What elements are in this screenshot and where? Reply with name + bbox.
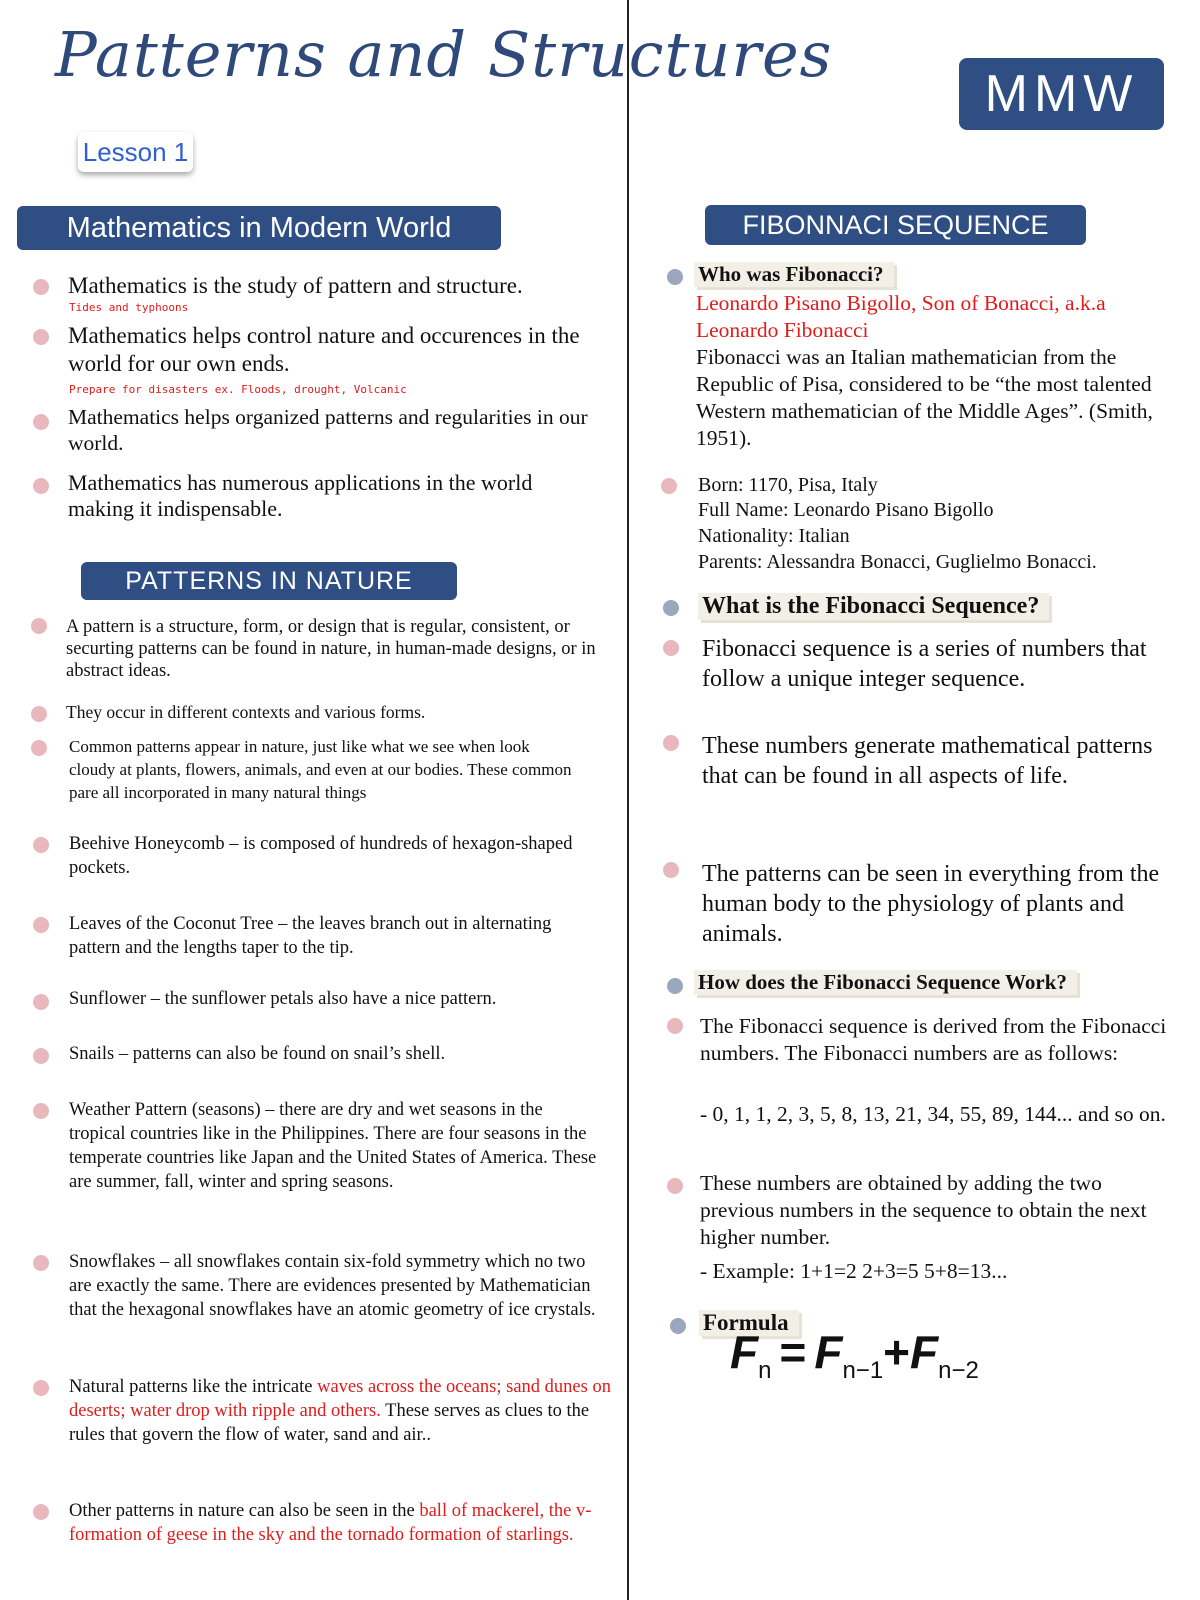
brand-badge: MMW — [959, 58, 1164, 130]
bullet-icon — [667, 1178, 683, 1194]
formula-term1-sub: n−1 — [842, 1357, 884, 1385]
bullet-icon — [33, 1380, 49, 1396]
column-divider — [627, 0, 629, 1600]
bullet-icon — [670, 1318, 686, 1334]
bullet-icon — [33, 917, 49, 933]
formula-term2: F — [910, 1326, 939, 1378]
list-item-other-patterns — [69, 1499, 599, 1547]
list-item: These numbers are obtained by adding the two previous numbers in the sequence to obtain the next higher number. — [700, 1171, 1147, 1249]
fact-full-name: Full Name: Leonardo Pisano Bigollo — [698, 499, 994, 521]
fact-born: Born: 1170, Pisa, Italy — [698, 474, 878, 496]
natural-highlight: waves across the oceans; sand dunes on deserts; water drop with ripple and others. — [69, 1377, 611, 1422]
list-item: Mathematics helps control nature and occurences in the world for our own ends. — [68, 323, 580, 376]
formula-lhs: F — [730, 1326, 759, 1378]
bullet-icon — [33, 1103, 49, 1119]
list-item: Mathematics is the study of pattern and structure. — [68, 273, 523, 298]
natural-text-end: These serves as clues to the rules that govern the flow of water, sand and air.. — [69, 1401, 590, 1446]
answer-description: Fibonacci was an Italian mathematician from the Republic of Pisa, considered to be “the most talented Western mathematician of the Middle Ages”. (Smith, 1951). — [696, 345, 1153, 450]
other-highlight: ball of mackerel, the v-formation of geese in the sky and the tornado formation of starlings. — [69, 1501, 592, 1546]
question-what: What is the Fibonacci Sequence? — [698, 593, 1049, 620]
bullet-icon — [667, 1018, 683, 1034]
bullet-icon — [31, 740, 47, 756]
list-item: The Fibonacci sequence is derived from the Fibonacci numbers. The Fibonacci numbers are as follows: — [700, 1014, 1167, 1065]
fibonacci-formula — [730, 1325, 979, 1385]
formula-equals: = — [779, 1326, 807, 1378]
bullet-icon — [33, 478, 49, 494]
bullet-icon — [31, 618, 47, 634]
list-item: A pattern is a structure, form, or design that is regular, consistent, or securting patterns can be found in nature, in human-made designs, or in abstract ideas. — [66, 617, 596, 682]
section-heading-fibonacci: FIBONNACI SEQUENCE — [705, 205, 1086, 245]
formula-plus: + — [883, 1326, 911, 1378]
list-item: Beehive Honeycomb – is composed of hundreds of hexagon-shaped pockets. — [69, 834, 573, 879]
formula-label: Formula — [699, 1310, 799, 1336]
other-text: Other patterns in nature can also be seen in the — [69, 1501, 420, 1521]
list-item: Sunflower – the sunflower petals also have a nice pattern. — [69, 989, 497, 1009]
bullet-icon — [33, 1255, 49, 1271]
list-item: These numbers generate mathematical patterns that can be found in all aspects of life. — [702, 733, 1153, 789]
bullet-icon — [663, 640, 679, 656]
bullet-icon — [663, 735, 679, 751]
list-item: Weather Pattern (seasons) – there are dry and wet seasons in the tropical countries like in the Philippines. There are four seasons in the temperate countries like Japan and the United States of America. These are summer, fall, winter and spring seasons. — [69, 1100, 597, 1193]
list-item: Leaves of the Coconut Tree – the leaves branch out in alternating pattern and the lengths taper to the tip. — [69, 914, 552, 959]
bullet-icon — [663, 862, 679, 878]
bullet-icon — [33, 837, 49, 853]
page-title: Patterns and Structures — [55, 18, 833, 91]
section-heading-math-modern-world: Mathematics in Modern World — [17, 206, 501, 250]
bullet-icon — [667, 978, 683, 994]
handwritten-note: Prepare for disasters ex. Floods, drought, Volcanic — [69, 383, 407, 396]
bullet-icon — [33, 1048, 49, 1064]
section-heading-patterns-in-nature: PATTERNS IN NATURE — [81, 562, 457, 600]
question-who: Who was Fibonacci? — [694, 262, 894, 287]
bullet-icon — [33, 329, 49, 345]
bullet-icon — [661, 478, 677, 494]
bullet-icon — [663, 600, 679, 616]
list-item: They occur in different contexts and various forms. — [66, 702, 426, 722]
bullet-icon — [33, 414, 49, 430]
list-item: The patterns can be seen in everything from the human body to the physiology of plants and animals. — [702, 861, 1160, 947]
fact-nationality: Nationality: Italian — [698, 525, 850, 547]
fibonacci-numbers: - 0, 1, 1, 2, 3, 5, 8, 13, 21, 34, 55, 89, 144... and so on. — [700, 1102, 1166, 1126]
list-item: Mathematics has numerous applications in the world making it indispensable. — [68, 470, 533, 522]
bullet-icon — [31, 706, 47, 722]
answer-name: Leonardo Pisano Bigollo, Son of Bonacci, a.k.a Leonardo Fibonacci — [696, 291, 1106, 342]
example-line: - Example: 1+1=2 2+3=5 5+8=13... — [700, 1259, 1008, 1283]
handwritten-note: Tides and typhoons — [69, 301, 189, 314]
question-how: How does the Fibonacci Sequence Work? — [694, 970, 1077, 995]
list-item: Fibonacci sequence is a series of numbers that follow a unique integer sequence. — [702, 636, 1147, 692]
list-item: Common patterns appear in nature, just like what we see when look cloudy at plants, flowers, animals, and even at our bodies. These common pare all incorporated in many natural things — [69, 737, 572, 802]
list-item: Mathematics helps organized patterns and regularities in our world. — [68, 405, 588, 455]
natural-text: Natural patterns like the intricate — [69, 1377, 318, 1397]
list-item: Snails – patterns can also be found on snail’s shell. — [69, 1044, 446, 1064]
fact-parents: Parents: Alessandra Bonacci, Guglielmo Bonacci. — [698, 551, 1097, 573]
bullet-icon — [33, 279, 49, 295]
formula-lhs-sub: n — [758, 1357, 772, 1385]
lesson-badge: Lesson 1 — [78, 132, 193, 172]
formula-term1: F — [814, 1326, 843, 1378]
bullet-icon — [667, 269, 683, 285]
list-item-natural-patterns — [69, 1375, 619, 1447]
formula-term2-sub: n−2 — [938, 1357, 979, 1385]
bullet-icon — [33, 994, 49, 1010]
list-item: Snowflakes – all snowflakes contain six-fold symmetry which no two are exactly the same. There are evidences presented by Mathematician that the hexagonal snowflakes have an atomic geometry of ice crystals. — [69, 1252, 596, 1321]
bullet-icon — [33, 1504, 49, 1520]
